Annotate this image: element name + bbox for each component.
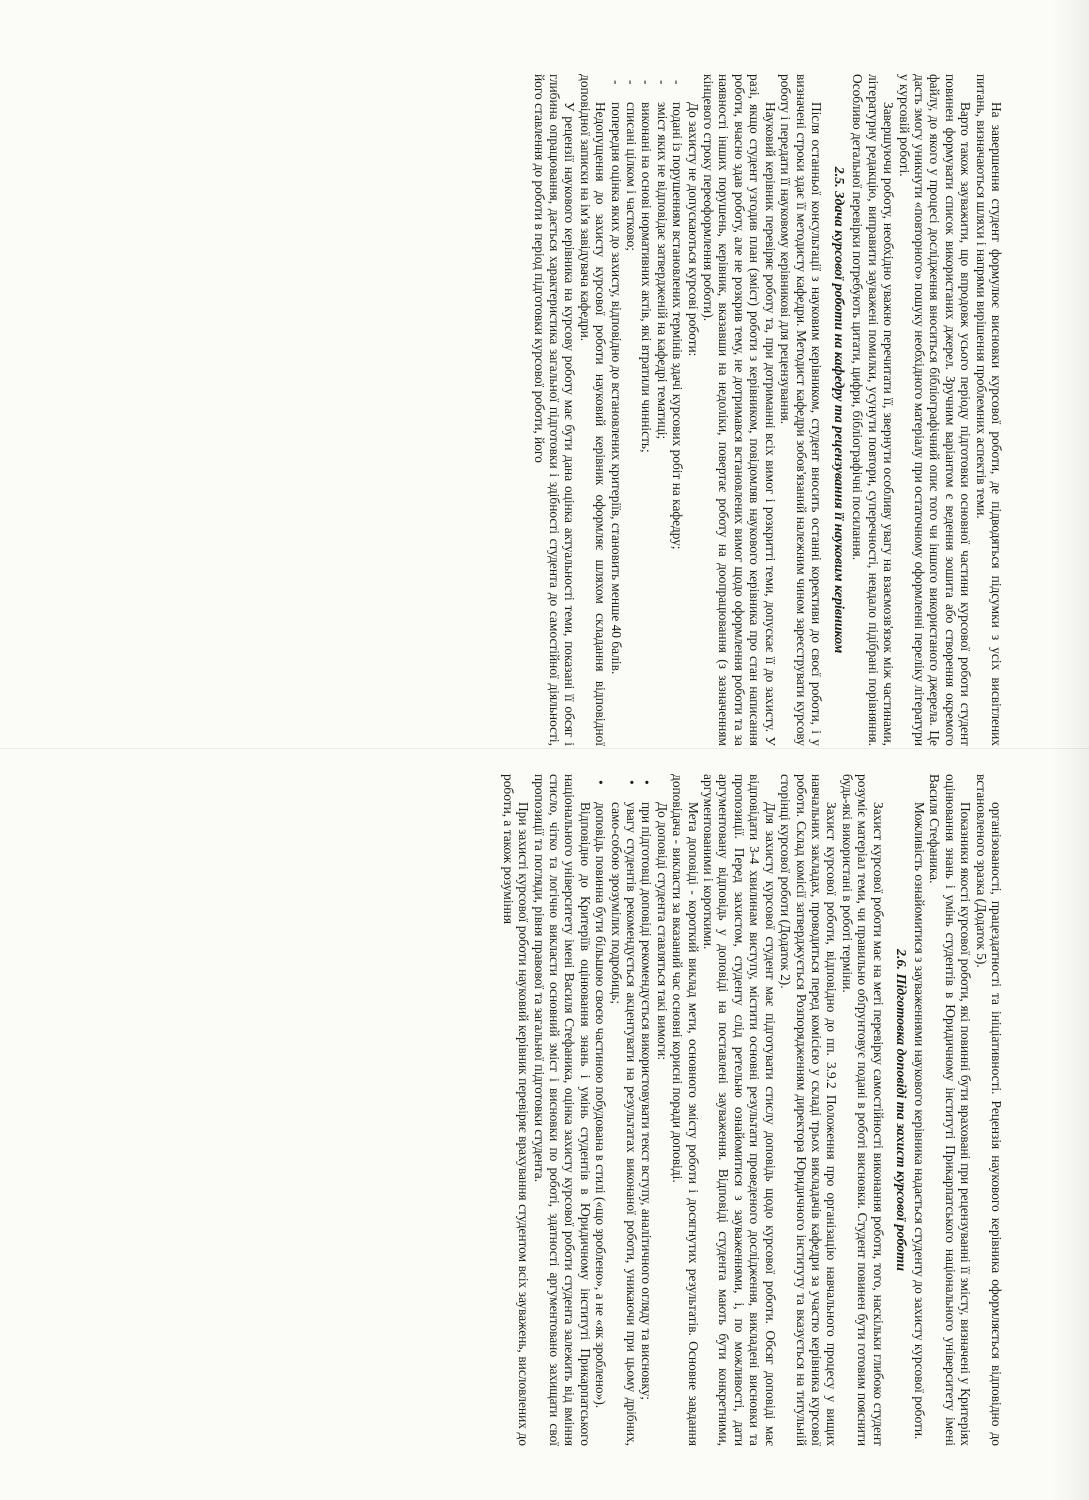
paragraph: До доповіді студента ставляться такі вимоги: (654, 802, 670, 1061)
list-item: • увагу студентів рекомендується акцентувати на результатах виконаної роботи, уникаючи при цьому дрібних, само-собою зрозумілих подробиць; (608, 802, 639, 1446)
paragraph: На завершення студент формулює висновки курсової роботи, де підводяться підсумки з усіх висвітлених питань, визначаються шляхи і напрями вирішення проблемних аспектів теми. (973, 74, 1004, 746)
requirements-list (593, 774, 655, 1446)
paragraph: Захист курсової роботи має на меті перевірку самостійності виконання роботи, того, наскільки глибоко студент розуміє матеріал теми, чи правильно обґрунтовує подані в роботі висновки. Студент повинен бути готовим пояснити будь-які використані в роботі терміни. (839, 774, 886, 1446)
paragraph: При захисті курсової роботи науковий керівник перевіряє врахування студентом всіх зауважень, висловлених до роботи, а також розуміння (500, 774, 532, 1446)
list-item: - списані цілком і частково; (624, 102, 639, 746)
paragraph: Відповідно до Критеріїв оцінювання знань і умінь студентів в Юридичному інституті Прикарпатського національного університету імені Василя Стефаника, оцінка захисту курсової роботи студента залежить від вміння стисло, чітко та логічно викласти основний зміст і висновки по роботі, здатності аргументовано захищати свої пропозиції та погляди, рівня правової та загальної підготовки студента. (531, 774, 593, 1446)
list-item: • при підготовці доповіді рекомендується використовувати текст вступу, аналітичного огляду та висновку; (639, 802, 654, 1446)
paragraph: Мета доповіді - короткий виклад мети, основного змісту роботи і досягнутих результатів. Основне завдання доповідача - викласти за вказаний час основні корисні поради доповіді. (670, 774, 701, 1446)
paragraph: До захисту не допускаються курсові роботи: (685, 102, 701, 357)
section-title: 2.6. Підготовка доповіді та захист курсової роботи (892, 949, 908, 1271)
paragraph: Недопущення до захисту курсової роботи науковий керівник оформляє шляхом складання відповідної доповідної записки на ім'я завідувача кафедри. (577, 74, 609, 746)
paragraph: Захист курсової роботи, відповідно до пп. 3.9.2 Положення про організацію навчального процесу у вищих навчальних закладах, проводиться перед комісією у складі трьох викладачів кафедри за участю керівника курсової роботи. Склад комісії затверджується Розпорядженням директора Юридичного інституту та вказується на титульній сторінці курсової роботи (Додаток 2). (778, 774, 840, 1446)
page-12 (0, 60, 1010, 760)
list-item: - попередня оцінка яких до захисту, відповідно до встановлених критеріїв, становить менше 40 балів. (608, 102, 623, 746)
scan-binding-shadow (1051, 0, 1089, 1500)
paragraph: Після останньої консультації з науковим керівником, студент вносить останні корективи до своєї роботи, і у визначені строки здає її методисту кафедри. Методист кафедри зобов'язаний належним чином зареєструвати курсову роботу і передати її науковому керівникові для рецензування. (778, 74, 824, 746)
list-item: - зміст яких не відповідає затвердженій на кафедрі тематиці; (654, 102, 669, 746)
paragraph: Завершуючи роботу, необхідно уважно перечитати її, звернути особливу увагу на взаємозв'язок між частинами, літературну редакцію, виправити зауважені помилки, усунути повтори, суперечності, невдало підібрані порівняння. Особливо детальної перевірки потребують цитати, цифри, бібліографічні посилання. (850, 74, 897, 746)
paragraph: Для захисту курсової студент має підготувати стислу доповідь щодо курсової роботи. Обсяг доповіді має відповідати 3-4 хвилинам виступу, містити основні результати проведеного дослідження, викладені висновки та пропозиції. Перед захистом, студенту слід ретельно ознайомитися з зауваженнями, і, по можливості, дати аргументовану відповідь у доповіді на поставлені зауваження. Відповіді студента мають бути конкретними, аргументованими і короткими. (701, 774, 778, 1446)
exclusion-list (608, 74, 685, 746)
list-item: - подані із порушенням встановлених термінів здачі курсових робіт на кафедру; (670, 102, 685, 746)
paragraph: Варто також зауважити, що впродовж усього періоду підготовки основної частини курсової роботи студент повинен формувати список використаних джерел. Зручним варіантом є ведення зошита або створення окремого файлу, до якого у процесі дослідження вноситься бібліографічний опис того чи іншого використаного джерела. Це дасть змогу уникнути «повторного» пошуку необхідного матеріалу при остаточному оформленні переліку літератури у курсовій роботі. (896, 74, 974, 746)
paragraph: У рецензії наукового керівника на курсову роботу має бути дана оцінка актуальності теми, показані її обсяг і глибина опрацювання, дається характеристика загальної підготовки і здібності студента до самостійної діяльності, його ставлення до роботи в період підготовки курсової роботи, його (531, 74, 578, 746)
page-13 (0, 760, 1010, 1460)
paragraph: Показники якості курсової роботи, які повинні бути враховані при рецензуванні її змісту, визначені у Критеріях оцінювання знань і умінь студентів в Юридичному інституті Прикарпатського національного університету імені Василя Стефаника. (927, 774, 974, 1446)
paragraph: Науковий керівник перевіряє роботу та, при дотриманні всіх вимог і розкритті теми, допускає її до захисту. У разі, якщо студент узгодив план (зміст) роботи з керівником, повідомляв наукового керівника про стан написання роботи, вчасно здав роботу, але не розкрив тему, не дотримався встановлених вимог щодо оформлення роботи та за наявності інших порушень, керівник, вказавши на недоліки, повертає роботу на доопрацювання (з зазначенням кінцевого строку переоформлення роботи). (701, 74, 778, 746)
list-item: • доповідь повинна бути більшою своєю частиною побудована в стилі («що зроблено», а не «як зроблено»). (593, 802, 608, 1446)
section-title: 2.5. Здача курсової роботи на кафедру та рецензування її науковим керівником (830, 166, 846, 654)
paragraph: організованості, працездатності та ініціативності. Рецензія наукового керівника оформляється відповідно до встановленого зразка (Додаток 5). (973, 774, 1004, 1446)
list-item: - виконані на основі нормативних актів, які втратили чинність; (639, 102, 654, 746)
paragraph: Можливість ознайомитися з зауваженнями наукового керівника надається студенту до захисту курсової роботи. (911, 802, 927, 1440)
